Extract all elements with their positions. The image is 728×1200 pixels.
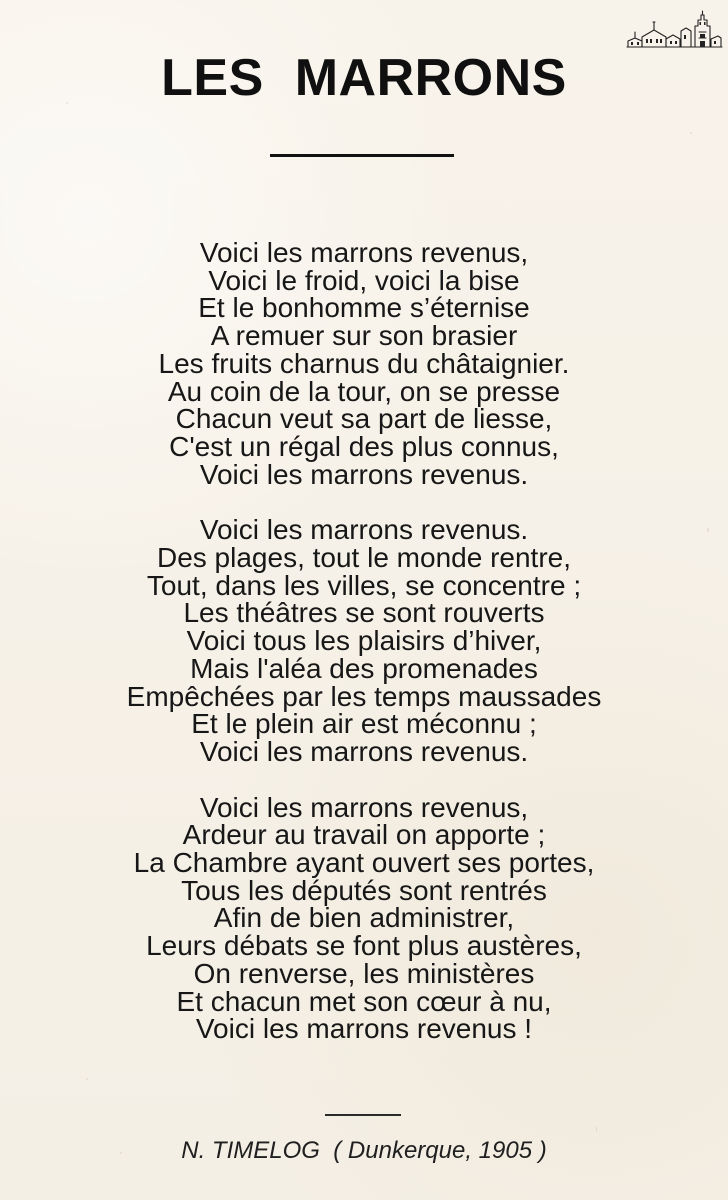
church-emblem-icon — [625, 8, 723, 56]
poem-line: Ardeur au travail on apporte ; — [182, 819, 546, 851]
poem-line: Et chacun met son cœur à nu, — [176, 985, 552, 1017]
poem-line: On renverse, les ministères — [193, 957, 535, 989]
author-attribution: N. TIMELOG ( Dunkerque, 1905 ) — [181, 1137, 547, 1164]
poem-line: La Chambre ayant ouvert ses portes, — [133, 847, 595, 879]
poem-line: A remuer sur son brasier — [210, 320, 518, 352]
poem-line: Les fruits charnus du châtaignier. — [158, 347, 570, 379]
poem-line: Au coin de la tour, on se presse — [167, 375, 561, 407]
poem-line: Mais l'aléa des promenades — [190, 652, 538, 684]
poem-line: Voici le froid, voici la bise — [208, 264, 520, 296]
poem-line: Tous les députés sont rentrés — [181, 874, 547, 906]
stanza-1 — [0, 239, 728, 488]
poem-line: Chacun veut sa part de liesse, — [175, 403, 553, 435]
poem-line: Et le bonhomme s’éternise — [198, 292, 530, 324]
title-underline — [270, 154, 454, 157]
poem-line: Des plages, tout le monde rentre, — [156, 542, 571, 574]
poem-line: Voici les marrons revenus, — [199, 237, 529, 268]
poem-line: Voici les marrons revenus ! — [195, 1013, 533, 1045]
poem-line: Voici les marrons revenus. — [199, 514, 529, 546]
paper-speck — [690, 132, 692, 134]
page-title: LES MARRONS — [161, 49, 567, 107]
poem-line: Voici tous les plaisirs d’hiver, — [186, 625, 542, 657]
paper-speck — [86, 1078, 88, 1080]
poem-line: Empêchées par les temps maussades — [126, 680, 602, 712]
poem-line: Voici les marrons revenus. — [199, 458, 529, 490]
stanza-2 — [0, 516, 728, 765]
poem-line: Afin de bien administrer, — [213, 902, 515, 934]
poem-line: Tout, dans les villes, se concentre ; — [146, 569, 582, 601]
poem-line: Leurs débats se font plus austères, — [146, 930, 582, 962]
poem-line: Voici les marrons revenus. — [199, 735, 529, 767]
stanza-3 — [0, 791, 728, 1045]
poem-line: Et le plein air est méconnu ; — [191, 708, 537, 740]
poem-line: Voici les marrons revenus, — [199, 791, 529, 823]
attribution-divider — [325, 1114, 401, 1116]
poem-line: C'est un régal des plus connus, — [169, 430, 559, 462]
poem-line: Les théâtres se sont rouverts — [183, 597, 545, 629]
paper-speck — [596, 1126, 597, 1132]
poem-body — [0, 239, 728, 1043]
